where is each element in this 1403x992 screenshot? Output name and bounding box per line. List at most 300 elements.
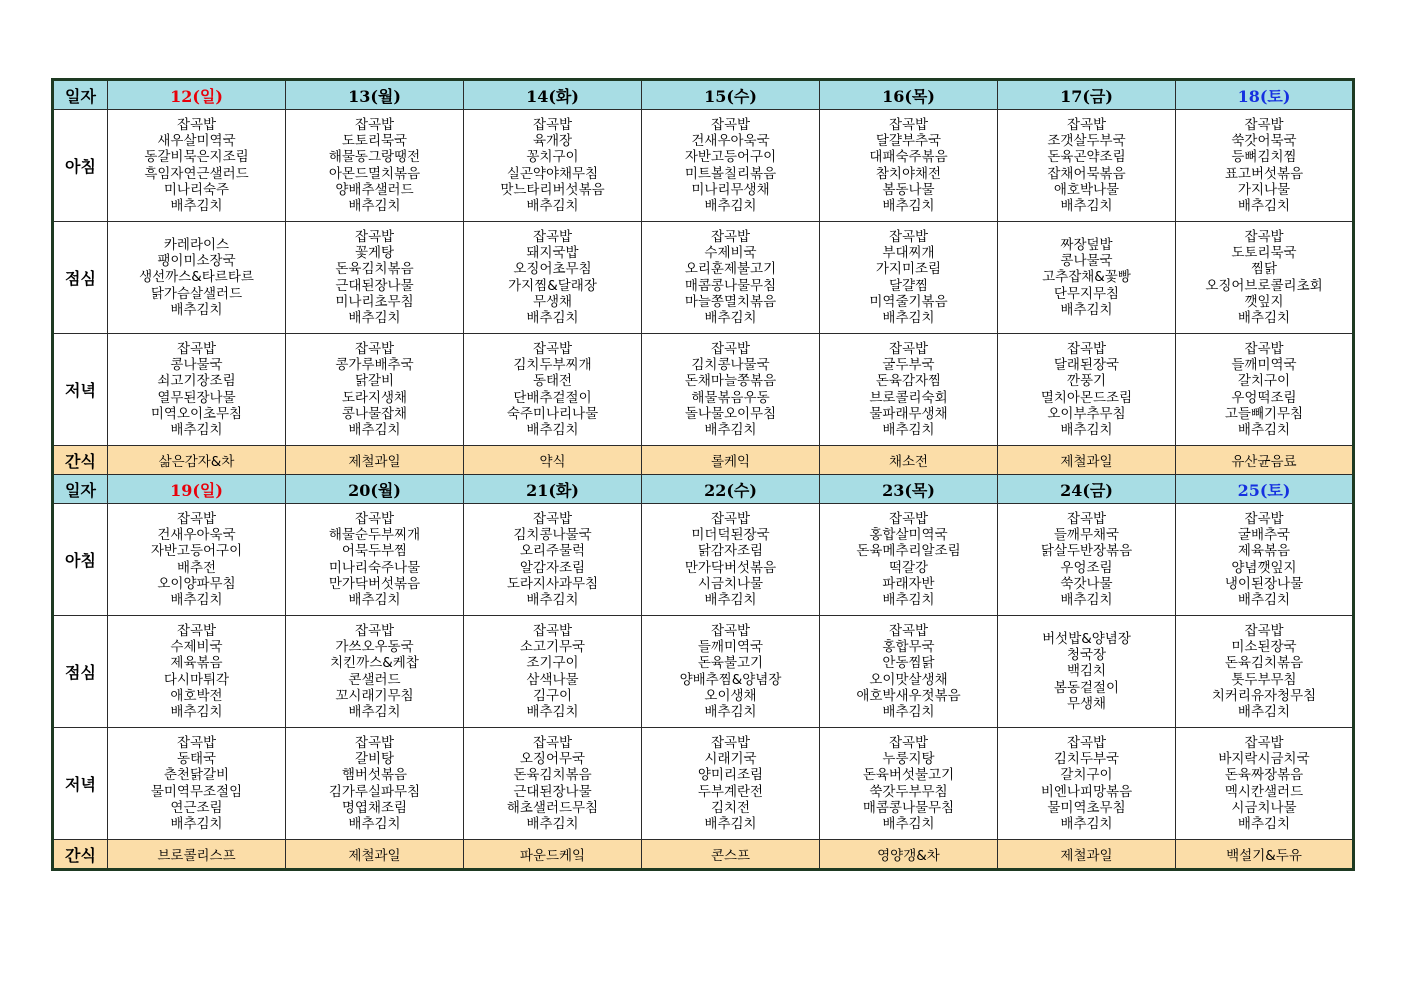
row-label-breakfast: 아침: [53, 110, 108, 222]
menu-item: 배추김치: [348, 815, 401, 832]
menu-item: 돈육김치볶음: [1224, 655, 1304, 672]
menu-item: 굴두부국: [882, 357, 935, 374]
snack-cell: 백설기&두유: [1176, 840, 1354, 870]
menu-item: 돈육김치볶음: [335, 261, 414, 278]
lunch-row: [53, 222, 1354, 334]
menu-item: 맛느타리버섯볶음: [500, 181, 605, 198]
menu-item: 배추김치: [348, 309, 401, 326]
menu-item: 숙주미나리나물: [506, 405, 599, 422]
menu-item: 배추김치: [882, 421, 935, 438]
menu-item: 배추김치: [704, 703, 757, 720]
menu-item: 배추김치: [348, 591, 401, 608]
menu-item: 건새우아욱국: [691, 133, 770, 150]
menu-item: 배추김치: [348, 197, 401, 214]
menu-item: 해물동그랑땡전: [328, 149, 421, 166]
date-cell: 20(월): [286, 475, 464, 504]
breakfast-cell: [998, 110, 1176, 222]
menu-item: 잡곡밥: [354, 622, 395, 639]
menu-item-list: [1176, 117, 1352, 214]
menu-item: 봄동나물: [882, 181, 935, 198]
menu-item: 배추김치: [526, 309, 579, 326]
menu-item: 잡곡밥: [1244, 228, 1284, 245]
menu-item: 새우살미역국: [157, 133, 236, 150]
menu-item: 배추김치: [170, 197, 223, 214]
menu-item: 애호박전: [170, 687, 223, 704]
snack-cell: 제철과일: [286, 840, 464, 870]
menu-item: 오징어무국: [519, 751, 586, 768]
menu-item: 매콤콩나물무침: [862, 799, 955, 816]
menu-item: 명엽채조림: [341, 799, 408, 816]
menu-item: 해초샐러드무침: [506, 799, 599, 816]
menu-item-list: [286, 229, 463, 326]
menu-item: 배추김치: [526, 197, 579, 214]
menu-item: 미소된장국: [1231, 639, 1297, 656]
menu-item-list: [286, 623, 463, 720]
dinner-cell: [642, 728, 820, 840]
menu-item: 쇠고기장조림: [157, 373, 236, 390]
menu-item: 버섯밥&양념장: [1042, 630, 1131, 647]
breakfast-cell: [108, 110, 286, 222]
menu-item: 잡곡밥: [1244, 510, 1284, 527]
menu-item: 우엉조림: [1060, 559, 1113, 576]
menu-item: 물파래무생채: [869, 405, 948, 422]
menu-item: 파래자반: [882, 575, 935, 592]
menu-item: 비엔나피망볶음: [1040, 783, 1133, 800]
menu-item-list: [642, 511, 819, 608]
menu-item: 김치전: [710, 799, 751, 816]
snack-cell: 롤케익: [642, 446, 820, 475]
row-label-lunch: 점심: [53, 222, 108, 334]
menu-item-list: [998, 631, 1175, 712]
menu-item: 떡갈강: [888, 559, 929, 576]
menu-item-list: [642, 735, 819, 832]
menu-item-list: [820, 735, 997, 832]
lunch-cell: [286, 222, 464, 334]
menu-item: 배추김치: [882, 197, 935, 214]
weekly-meal-table: [51, 78, 1355, 871]
menu-item: 봄동겉절이: [1053, 679, 1120, 696]
menu-item: 잡곡밥: [176, 510, 217, 527]
row-label-dinner: 저녁: [53, 334, 108, 446]
menu-item: 생선까스&타르타르: [139, 269, 254, 286]
dinner-cell: [108, 728, 286, 840]
menu-item: 양념깻잎지: [1231, 559, 1297, 576]
breakfast-cell: [1176, 110, 1354, 222]
menu-item: 돈육짜장볶음: [1224, 767, 1304, 784]
menu-item: 배추김치: [882, 703, 935, 720]
menu-item: 미나리무생채: [691, 181, 770, 198]
menu-item: 아몬드멸치볶음: [328, 165, 421, 182]
menu-item: 잡곡밥: [354, 228, 395, 245]
menu-item: 가지미조림: [875, 261, 942, 278]
menu-item: 돈육버섯불고기: [862, 767, 955, 784]
menu-item: 김치두부찌개: [513, 357, 592, 374]
menu-item: 오징어브로콜리초회: [1205, 277, 1323, 294]
menu-item: 미더덕된장국: [691, 527, 770, 544]
menu-item: 잡곡밥: [1066, 116, 1107, 133]
menu-item: 가지나물: [1237, 181, 1291, 198]
menu-item: 잡곡밥: [888, 340, 929, 357]
menu-item-list: [1176, 511, 1352, 608]
menu-item: 시금치나물: [697, 575, 764, 592]
dinner-cell: [464, 334, 642, 446]
menu-item: 굴배추국: [1237, 527, 1291, 544]
dinner-cell: [286, 334, 464, 446]
menu-item: 춘천닭갈비: [163, 767, 230, 784]
date-cell: 19(일): [108, 475, 286, 504]
menu-item: 청국장: [1066, 647, 1107, 664]
breakfast-cell: [286, 110, 464, 222]
menu-item: 단배추겉절이: [513, 389, 592, 406]
menu-item: 동태국: [176, 751, 217, 768]
menu-item: 바지락시금치국: [1218, 751, 1310, 768]
menu-item: 두부계란전: [697, 783, 764, 800]
dinner-cell: [998, 334, 1176, 446]
menu-item: 김치두부국: [1053, 751, 1120, 768]
menu-item: 배추김치: [526, 421, 579, 438]
snack-cell: 삶은감자&차: [108, 446, 286, 475]
menu-item-list: [998, 237, 1175, 318]
menu-item: 배추김치: [704, 591, 757, 608]
menu-item: 잡곡밥: [710, 510, 751, 527]
menu-item: 육개장: [532, 133, 573, 150]
menu-item: 브로콜리숙회: [869, 389, 948, 406]
menu-item: 잡곡밥: [710, 622, 751, 639]
lunch-cell: [998, 222, 1176, 334]
menu-item: 콩가루배추국: [335, 357, 414, 374]
menu-item-list: [286, 341, 463, 438]
snack-row: [53, 840, 1354, 870]
menu-item: 돼지국밥: [526, 245, 579, 262]
lunch-cell: [642, 616, 820, 728]
menu-item: 잡곡밥: [710, 734, 751, 751]
menu-item: 잡곡밥: [176, 622, 217, 639]
menu-item: 돈채마늘쫑볶음: [684, 373, 777, 390]
row-label-date: 일자: [53, 475, 108, 504]
menu-item: 잡곡밥: [710, 228, 751, 245]
date-cell: 16(목): [820, 80, 998, 110]
breakfast-cell: [820, 504, 998, 616]
menu-item: 실곤약야채무침: [506, 165, 599, 182]
lunch-row: [53, 616, 1354, 728]
menu-item: 미나리초무침: [335, 293, 414, 310]
menu-item-list: [464, 341, 641, 438]
menu-item: 만가닥버섯볶음: [684, 559, 777, 576]
snack-cell: 유산균음료: [1176, 446, 1354, 475]
menu-item-list: [998, 341, 1175, 438]
menu-item: 잡곡밥: [888, 734, 929, 751]
menu-item: 잡곡밥: [176, 340, 217, 357]
menu-item-list: [1176, 735, 1352, 832]
lunch-cell: [1176, 222, 1354, 334]
menu-item-list: [286, 511, 463, 608]
menu-item: 잡곡밥: [532, 734, 573, 751]
menu-item: 콩나물잡채: [341, 405, 408, 422]
dinner-cell: [1176, 334, 1354, 446]
menu-item-list: [108, 623, 285, 720]
menu-item: 돌나물오이무침: [684, 405, 777, 422]
menu-item: 배추김치: [1060, 591, 1113, 608]
dinner-cell: [820, 334, 998, 446]
menu-item: 갈치구이: [1237, 373, 1291, 390]
lunch-cell: [820, 616, 998, 728]
menu-item: 잡곡밥: [888, 510, 929, 527]
menu-item: 김구이: [532, 687, 573, 704]
lunch-cell: [998, 616, 1176, 728]
menu-item: 부대찌개: [882, 245, 935, 262]
menu-item: 표고버섯볶음: [1224, 165, 1304, 182]
menu-item: 배추김치: [704, 421, 757, 438]
menu-item: 흑임자연근샐러드: [144, 165, 249, 182]
menu-item: 배추김치: [1237, 197, 1291, 214]
breakfast-cell: [286, 504, 464, 616]
snack-cell: 제철과일: [998, 840, 1176, 870]
menu-item: 돈육메추리알조림: [856, 543, 961, 560]
menu-item: 미역오이초무침: [150, 405, 243, 422]
date-cell: 13(월): [286, 80, 464, 110]
menu-item: 잡곡밥: [1066, 734, 1107, 751]
menu-item: 치킨까스&케찹: [330, 655, 419, 672]
menu-item: 배추김치: [1237, 815, 1291, 832]
menu-item: 물미역무조절임: [150, 783, 243, 800]
menu-item: 돈육불고기: [697, 655, 764, 672]
menu-item: 대패숙주볶음: [869, 149, 948, 166]
menu-item: 달걀찜: [888, 277, 929, 294]
menu-item: 배추김치: [882, 591, 935, 608]
menu-item: 깻잎지: [1244, 293, 1284, 310]
menu-item: 닭가슴살샐러드: [150, 285, 243, 302]
menu-item: 알감자조림: [519, 559, 586, 576]
menu-item: 배추김치: [882, 309, 935, 326]
breakfast-cell: [464, 504, 642, 616]
breakfast-cell: [108, 504, 286, 616]
menu-item: 잡곡밥: [1244, 734, 1284, 751]
menu-item: 잡곡밥: [888, 622, 929, 639]
menu-item: 배추김치: [526, 815, 579, 832]
menu-item-list: [998, 117, 1175, 214]
menu-item: 미트볼칠리볶음: [684, 165, 777, 182]
menu-item: 잡곡밥: [176, 116, 217, 133]
menu-item: 오징어초무침: [513, 261, 592, 278]
dinner-cell: [286, 728, 464, 840]
menu-item: 잡곡밥: [1244, 116, 1284, 133]
menu-item-list: [1176, 623, 1352, 720]
menu-item: 근대된장나물: [513, 783, 592, 800]
menu-item: 어묵두부찜: [341, 543, 408, 560]
menu-item: 쑥갓두부무침: [869, 783, 948, 800]
menu-item: 오리훈제불고기: [684, 261, 777, 278]
menu-item: 애호박새우젓볶음: [856, 687, 961, 704]
dinner-cell: [820, 728, 998, 840]
menu-item: 잡곡밥: [354, 116, 395, 133]
menu-item: 근대된장나물: [335, 277, 414, 294]
menu-item-list: [642, 117, 819, 214]
menu-item-list: [108, 511, 285, 608]
menu-item: 배추김치: [170, 703, 223, 720]
menu-item: 멕시칸샐러드: [1224, 783, 1304, 800]
menu-item: 누룽지탕: [882, 751, 935, 768]
snack-cell: 영양갱&차: [820, 840, 998, 870]
breakfast-cell: [820, 110, 998, 222]
lunch-cell: [464, 616, 642, 728]
menu-item: 김치콩나물국: [513, 527, 592, 544]
menu-item-list: [464, 117, 641, 214]
lunch-cell: [642, 222, 820, 334]
snack-cell: 약식: [464, 446, 642, 475]
menu-item-list: [286, 117, 463, 214]
menu-item: 양미리조림: [697, 767, 764, 784]
menu-item: 짜장덮밥: [1060, 236, 1113, 253]
menu-item: 배추김치: [170, 421, 223, 438]
menu-item: 배추김치: [170, 301, 223, 318]
breakfast-cell: [642, 504, 820, 616]
menu-item: 고추잡채&꽃빵: [1042, 269, 1131, 286]
date-cell: 21(화): [464, 475, 642, 504]
menu-item: 삼색나물: [526, 671, 579, 688]
menu-item: 해물순두부찌개: [328, 527, 421, 544]
menu-item: 미나리숙주나물: [328, 559, 421, 576]
menu-item: 오리주물럭: [519, 543, 586, 560]
menu-item: 배추김치: [704, 309, 757, 326]
row-label-lunch: 점심: [53, 616, 108, 728]
menu-item: 마늘쫑멸치볶음: [684, 293, 777, 310]
menu-item: 잡곡밥: [532, 116, 573, 133]
menu-item: 배추김치: [526, 703, 579, 720]
row-label-breakfast: 아침: [53, 504, 108, 616]
menu-item: 제육볶음: [1237, 543, 1291, 560]
date-cell: 24(금): [998, 475, 1176, 504]
snack-cell: 제철과일: [998, 446, 1176, 475]
menu-item: 도라지생채: [341, 389, 408, 406]
dinner-cell: [108, 334, 286, 446]
breakfast-cell: [464, 110, 642, 222]
menu-item-list: [998, 511, 1175, 608]
menu-item: 잡곡밥: [532, 228, 573, 245]
menu-item: 팽이미소장국: [157, 253, 236, 270]
menu-item-list: [108, 237, 285, 318]
date-cell: 22(수): [642, 475, 820, 504]
menu-item: 잡곡밥: [354, 510, 395, 527]
row-label-snack: 간식: [53, 840, 108, 870]
menu-item: 무생채: [1066, 695, 1107, 712]
menu-item: 배추김치: [1237, 309, 1291, 326]
menu-item: 조기구이: [526, 655, 579, 672]
menu-item: 배추김치: [704, 815, 757, 832]
menu-item: 애호박나물: [1053, 181, 1120, 198]
menu-item: 다시마튀각: [163, 671, 230, 688]
menu-item-list: [642, 229, 819, 326]
dinner-cell: [464, 728, 642, 840]
menu-item: 들깨미역국: [1231, 357, 1297, 374]
menu-item: 꼬시래기무침: [335, 687, 414, 704]
menu-item: 배추김치: [1237, 591, 1291, 608]
menu-item: 잡곡밥: [1244, 340, 1284, 357]
menu-item: 멸치아몬드조림: [1040, 389, 1133, 406]
breakfast-cell: [998, 504, 1176, 616]
menu-item: 잡곡밥: [354, 340, 395, 357]
menu-item: 꽁치구이: [526, 149, 579, 166]
menu-item: 돈육감자찜: [875, 373, 942, 390]
menu-item: 오이양파무침: [157, 575, 236, 592]
date-header-row: [53, 80, 1354, 110]
menu-item: 백김치: [1066, 663, 1107, 680]
menu-item: 배추김치: [170, 591, 223, 608]
row-label-dinner: 저녁: [53, 728, 108, 840]
menu-item: 오이맛살생채: [869, 671, 948, 688]
menu-item-list: [108, 341, 285, 438]
menu-item-list: [998, 735, 1175, 832]
menu-item: 잡곡밥: [888, 116, 929, 133]
breakfast-row: [53, 504, 1354, 616]
menu-item: 안동찜닭: [882, 655, 935, 672]
menu-item: 도라지사과무침: [506, 575, 599, 592]
menu-item: 미역줄기볶음: [869, 293, 948, 310]
menu-item-list: [464, 511, 641, 608]
menu-item-list: [108, 735, 285, 832]
menu-item: 잡곡밥: [532, 510, 573, 527]
menu-item: 무생채: [532, 293, 573, 310]
menu-item: 잡곡밥: [1244, 622, 1284, 639]
date-cell: 18(토): [1176, 80, 1354, 110]
menu-item: 자반고등어구이: [684, 149, 777, 166]
menu-item: 만가닥버섯볶음: [328, 575, 421, 592]
lunch-cell: [108, 616, 286, 728]
date-cell: 17(금): [998, 80, 1176, 110]
snack-cell: 콘스프: [642, 840, 820, 870]
menu-item: 조갯살두부국: [1047, 133, 1126, 150]
menu-item: 들깨무채국: [1053, 527, 1120, 544]
menu-item: 들깨미역국: [697, 639, 764, 656]
menu-item: 수제비국: [170, 639, 223, 656]
menu-item: 배추김치: [348, 421, 401, 438]
menu-item: 잡곡밥: [888, 228, 929, 245]
lunch-cell: [286, 616, 464, 728]
menu-item: 시래기국: [704, 751, 757, 768]
menu-item: 햄버섯볶음: [341, 767, 408, 784]
menu-item: 홍합무국: [882, 639, 935, 656]
menu-item: 닭살두반장볶음: [1040, 543, 1133, 560]
menu-item: 가쓰오우동국: [335, 639, 414, 656]
menu-item: 배추김치: [1060, 815, 1113, 832]
menu-item: 양배추샐러드: [335, 181, 414, 198]
menu-item: 홍합살미역국: [869, 527, 948, 544]
menu-item: 돈육곤약조림: [1047, 149, 1126, 166]
menu-item-list: [286, 735, 463, 832]
snack-cell: 제철과일: [286, 446, 464, 475]
menu-item-list: [820, 229, 997, 326]
menu-item: 잡채어묵볶음: [1047, 165, 1126, 182]
menu-item-list: [820, 511, 997, 608]
menu-item: 도토리묵국: [1231, 245, 1297, 262]
menu-item: 배추김치: [1060, 421, 1113, 438]
menu-item: 오이생채: [704, 687, 757, 704]
date-header-row: [53, 475, 1354, 504]
menu-item: 배추김치: [1060, 301, 1113, 318]
menu-item: 수제비국: [704, 245, 757, 262]
menu-item: 잡곡밥: [1066, 510, 1107, 527]
menu-item-list: [820, 623, 997, 720]
menu-item: 미나리숙주: [163, 181, 230, 198]
lunch-cell: [108, 222, 286, 334]
menu-item: 매콤콩나물무침: [684, 277, 777, 294]
snack-cell: 채소전: [820, 446, 998, 475]
menu-item: 배추김치: [348, 703, 401, 720]
dinner-cell: [998, 728, 1176, 840]
menu-item: 찜닭: [1250, 261, 1278, 278]
menu-item: 김가루실파무침: [328, 783, 421, 800]
menu-item: 깐풍기: [1066, 373, 1107, 390]
menu-item: 잡곡밥: [710, 116, 751, 133]
